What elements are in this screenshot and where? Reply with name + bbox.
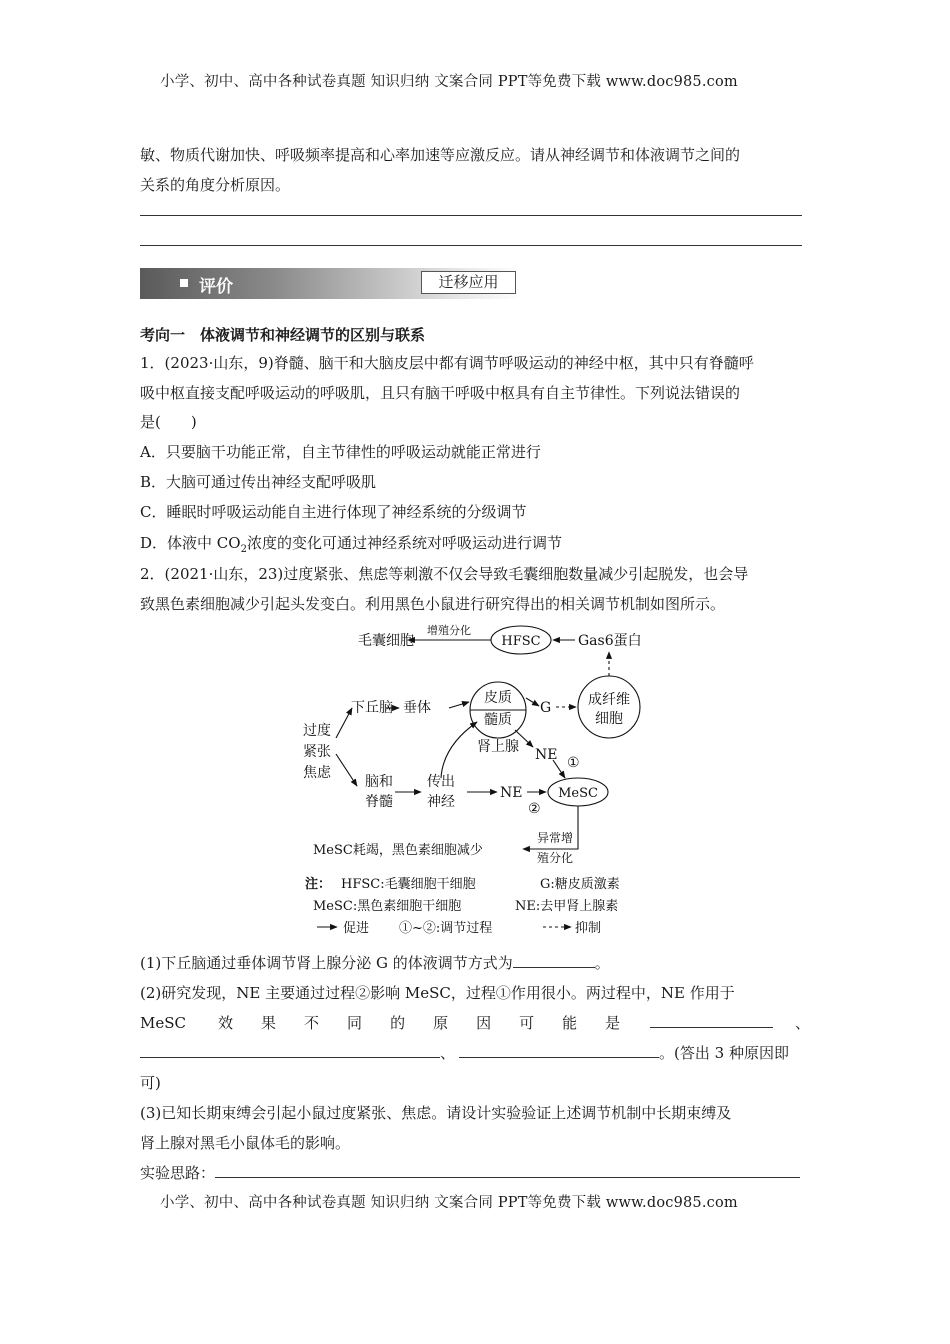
fibroblast-label-1: 成纤维 (588, 692, 630, 708)
answer-line (140, 215, 802, 216)
q1-line-1: 1．(2023·山东，9)脊髓、脑干和大脑皮层中都有调节呼吸运动的神经中枢，其中只有脊髓呼 (140, 354, 754, 372)
pituitary-label: 垂体 (403, 700, 431, 716)
abnormal-label-1: 异常增 (537, 831, 574, 845)
ne-bottom-label: NE (500, 785, 523, 801)
hypothalamus-label: 下丘脑 (351, 700, 393, 716)
section-banner (140, 268, 522, 299)
experiment-label: 实验思路： (140, 1164, 216, 1182)
adrenal-label: 肾上腺 (477, 739, 519, 755)
q2-sub2-line-4: 可) (140, 1074, 161, 1092)
answer-line (140, 245, 802, 246)
g-label: G (540, 700, 552, 716)
brain-label-1: 脑和 (365, 774, 393, 790)
process-1-label: ① (567, 755, 580, 771)
q2-sub1-text: (1)下丘脑通过垂体调节肾上腺分泌 G 的体液调节方式为 (140, 954, 513, 972)
q1-option-a: A．只要脑干功能正常，自主节律性的呼吸运动就能正常进行 (140, 443, 541, 461)
q1-option-d-sub: 2 (240, 544, 247, 555)
stress-label-2: 紧张 (303, 744, 331, 760)
q2-sub2-line-1: (2)研究发现，NE 主要通过过程②影响 MeSC，过程①作用很小。两过程中，NE 作用于 (140, 984, 735, 1002)
arrow-stress-to-hypothalamus (336, 708, 352, 738)
sub2-mid-comma: 、 (440, 1044, 456, 1062)
sub2-comma: 、 (794, 1014, 810, 1032)
sub2-word: 效 (218, 1014, 234, 1032)
q1-line-3: 是( ) (140, 413, 197, 431)
sub2-word: 果 (261, 1014, 277, 1032)
ne-top-label: NE (535, 747, 558, 763)
q2-sub2-line-3 (140, 1038, 789, 1068)
intro-line-2: 关系的角度分析原因。 (140, 176, 291, 194)
q2-sub3-line-3 (140, 1158, 800, 1188)
sub2-word: 的 (390, 1014, 406, 1032)
q2-sub2-line-2 (140, 1008, 810, 1038)
q1-option-d-post: 浓度的变化可通过神经系统对呼吸运动进行调节 (246, 534, 562, 552)
cortex-label: 皮质 (484, 690, 512, 706)
process-2-label: ② (528, 801, 541, 817)
note-ne: NE:去甲肾上腺素 (515, 899, 619, 914)
page-header: 小学、初中、高中各种试卷真题 知识归纳 文案合同 PPT等免费下载 www.doc985.com (160, 74, 738, 90)
q2-sub1-end: 。 (594, 954, 610, 972)
sub2-word: 是 (605, 1014, 621, 1032)
legend-inhibit-label: 抑制 (575, 921, 602, 936)
legend-process-label: ①~②:调节过程 (399, 921, 493, 936)
note-hfsc: HFSC:毛囊细胞干细胞 (341, 877, 476, 892)
stress-label-1: 过度 (303, 723, 331, 739)
section-title: 考向一 体液调节和神经调节的区别与联系 (140, 326, 426, 344)
efferent-label-1: 传出 (427, 774, 455, 790)
efferent-label-2: 神经 (427, 794, 455, 810)
sub2-word: 同 (347, 1014, 363, 1032)
sub2-word: 不 (304, 1014, 320, 1032)
note-g: G:糖皮质激素 (540, 877, 620, 892)
fibroblast-label-2: 细胞 (595, 711, 623, 727)
q2-line-2: 致黑色素细胞减少引起头发变白。利用黑色小鼠进行研究得出的相关调节机制如图所示。 (140, 595, 726, 613)
abnormal-label-2: 殖分化 (537, 851, 574, 865)
mesc-label: MeSC (558, 786, 598, 801)
sub2-word: 能 (562, 1014, 578, 1032)
answer-blank[interactable] (513, 949, 595, 968)
intro-line-1: 敏、物质代谢加快、呼吸频率提高和心率加速等应激反应。请从神经调节和体液调节之间的 (140, 146, 741, 164)
answer-blank[interactable] (215, 1159, 800, 1178)
exhaustion-label: MeSC耗竭，黑色素细胞减少 (313, 843, 483, 858)
arrow-cortex-to-g (526, 698, 539, 706)
sub2-word: 因 (476, 1014, 492, 1032)
hair-cell-label: 毛囊细胞 (358, 633, 414, 649)
sub2-word: MeSC (140, 1014, 186, 1032)
sub2-line3-end: 。(答出 3 种原因即 (659, 1044, 789, 1062)
arrow-efferent-to-medulla (441, 722, 477, 778)
q2-sub1 (140, 948, 610, 978)
q1-option-c: C．睡眠时呼吸运动能自主进行体现了神经系统的分级调节 (140, 503, 527, 521)
sub2-word: 原 (433, 1014, 449, 1032)
medulla-label: 髓质 (484, 712, 512, 728)
q1-option-b: B．大脑可通过传出神经支配呼吸肌 (140, 473, 377, 491)
stress-label-3: 焦虑 (303, 765, 331, 781)
proliferate-label: 增殖分化 (427, 624, 471, 637)
page-footer: 小学、初中、高中各种试卷真题 知识归纳 文案合同 PPT等免费下载 www.doc985.com (160, 1195, 738, 1211)
q2-sub3-line-1: (3)已知长期束缚会引起小鼠过度紧张、焦虑。请设计实验验证上述调节机制中长期束缚及 (140, 1104, 732, 1122)
q1-option-d-pre: D．体液中 CO (140, 534, 241, 552)
arrow-stress-to-brain (336, 754, 357, 786)
answer-blank[interactable] (459, 1039, 659, 1058)
note-title: 注： (305, 877, 332, 892)
hfsc-label: HFSC (501, 634, 541, 649)
q2-sub3-line-2: 肾上腺对黑毛小鼠体毛的影响。 (140, 1134, 351, 1152)
regulation-diagram (295, 620, 655, 940)
q1-line-2: 吸中枢直接支配呼吸运动的呼吸肌，且只有脑干呼吸中枢具有自主节律性。下列说法错误的 (140, 384, 741, 402)
banner-label: 评价 (199, 277, 233, 297)
legend-promote-label: 促进 (343, 921, 370, 936)
answer-blank[interactable] (650, 1009, 773, 1028)
sub2-word: 可 (519, 1014, 535, 1032)
q2-line-1: 2．(2021·山东，23)过度紧张、焦虑等刺激不仅会导致毛囊细胞数量减少引起脱发，也会导 (140, 565, 749, 583)
brain-label-2: 脊髓 (365, 794, 393, 810)
gas6-label: Gas6蛋白 (578, 633, 642, 649)
square-bullet-icon (180, 279, 188, 287)
arrow-pituitary-to-cortex (449, 702, 469, 708)
banner-sublabel: 迁移应用 (421, 271, 516, 294)
note-mesc: MeSC:黑色素细胞干细胞 (313, 899, 462, 914)
answer-blank[interactable] (140, 1039, 440, 1058)
